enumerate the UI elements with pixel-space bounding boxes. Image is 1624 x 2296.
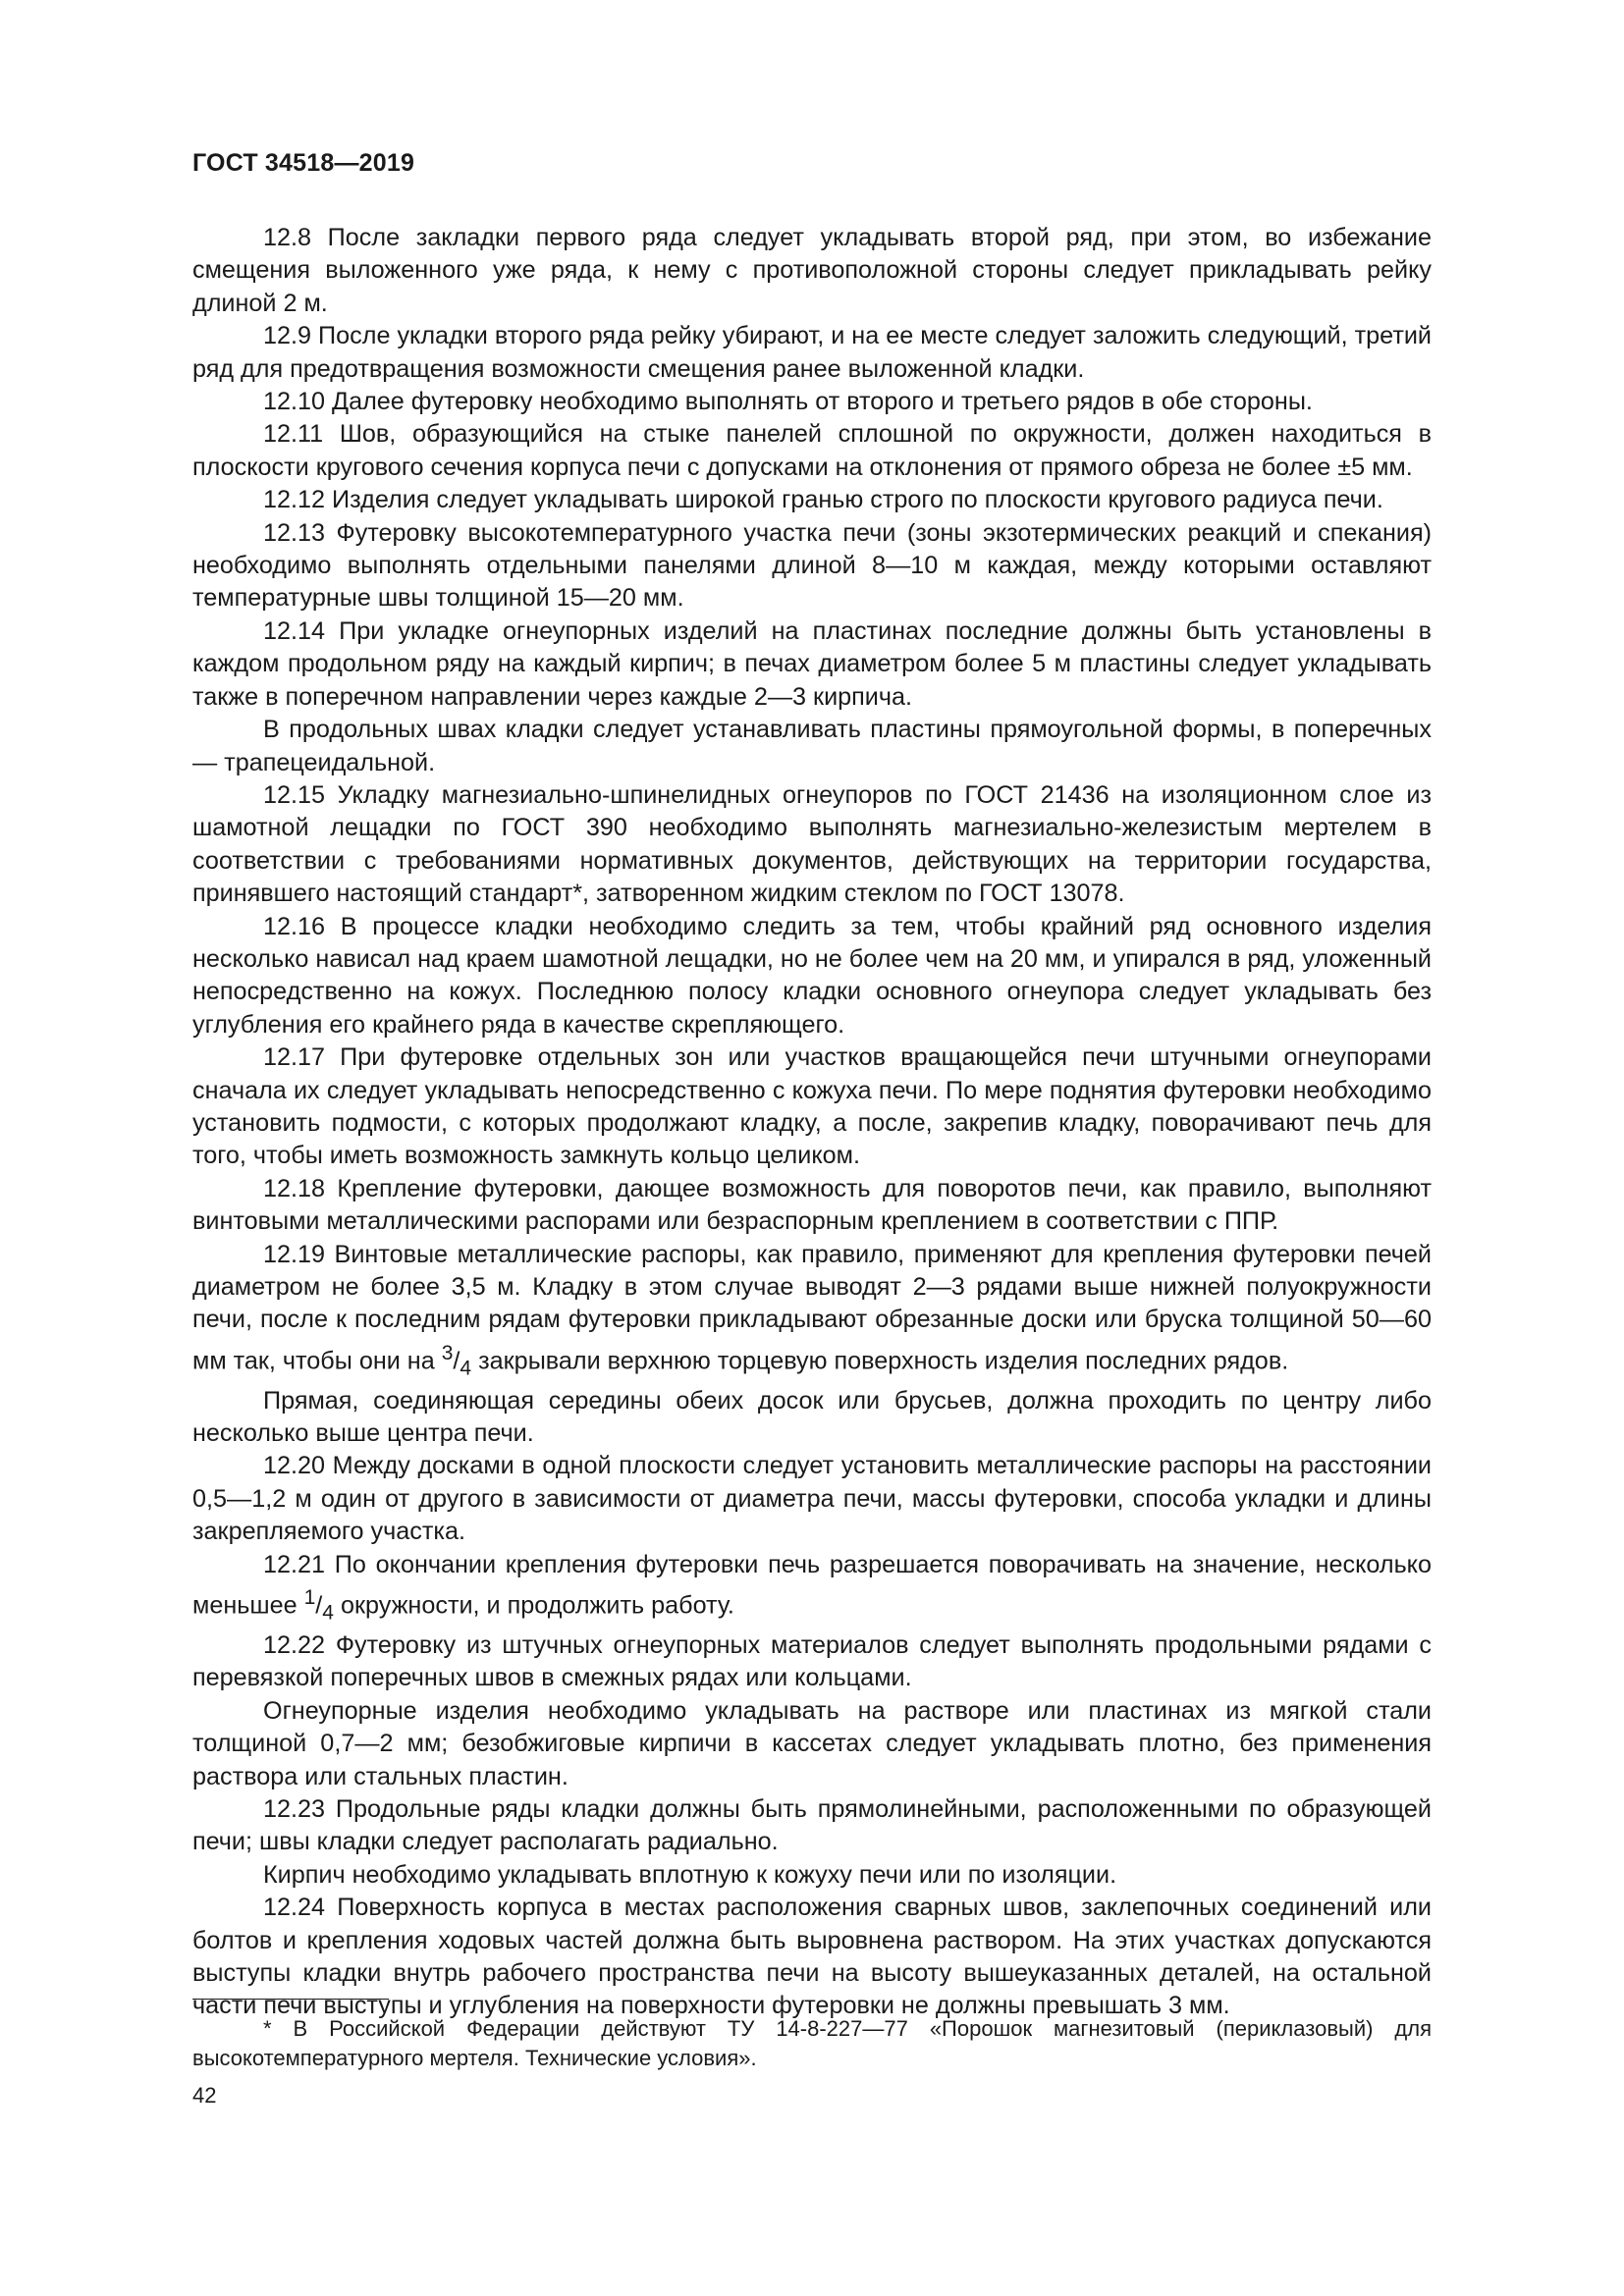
paragraph-12-13: 12.13 Футеровку высокотемпературного участка печи (зоны экзотермических реакций и спекания) необходимо выполнять отдельными панелями длиной 8—10 м каждая, между которыми оставляют температурные швы толщиной 15—20 мм.: [192, 518, 1432, 613]
paragraph-12-15: 12.15 Укладку магнезиально-шпинелидных огнеупоров по ГОСТ 21436 на изоляционном слое из шамотной лещадки по ГОСТ 390 необходимо выполнять магнезиально-железистым мертелем в соответствии с требованиями нормативных документов, действующих на территории государства, принявшего настоящий стандарт*, затворенном жидким стеклом по ГОСТ 13078.: [192, 780, 1432, 908]
paragraph-12-12: 12.12 Изделия следует укладывать широкой гранью строго по плоскости кругового радиуса печи.: [263, 486, 1383, 514]
body-text: [192, 222, 1432, 2023]
fraction-denominator: 4: [322, 1601, 334, 1625]
fraction-numerator: 3: [441, 1341, 454, 1364]
document-header: ГОСТ 34518—2019: [192, 149, 415, 177]
paragraph-12-21-text-before: 12.21 По окончании крепления футеровки печь разрешается поворачивать на значение, несколько меньшее: [192, 1550, 1432, 1620]
paragraph-12-14: 12.14 При укладке огнеупорных изделий на пластинах последние должны быть установлены в каждом продольном ряду на каждый кирпич; в печах диаметром более 5 м пластины следует укладывать также в поперечном направлении через каждые 2—3 кирпича.: [192, 616, 1432, 711]
paragraph-12-22: 12.22 Футеровку из штучных огнеупорных материалов следует выполнять продольными рядами с перевязкой поперечных швов в смежных рядах или кольцами.: [192, 1630, 1432, 1692]
paragraph-12-19-text-before: 12.19 Винтовые металлические распоры, как правило, применяют для крепления футеровки печей диаметром не более 3,5 м. Кладку в этом случае выводят 2—3 рядами выше нижней полуокружности печи, после к последним рядам футеровки прикладывают обрезанные доски или бруска толщиной 50—60 мм так, чтобы они на: [192, 1240, 1432, 1375]
fraction-denominator: 4: [460, 1357, 472, 1380]
paragraph-12-19-cont: Прямая, соединяющая середины обеих досок или брусьев, должна проходить по центру либо несколько выше центра печи.: [192, 1386, 1432, 1448]
paragraph-12-23: 12.23 Продольные ряды кладки должны быть прямолинейными, расположенными по образующей печи; швы кладки следует располагать радиально.: [192, 1794, 1432, 1856]
paragraph-12-11: 12.11 Шов, образующийся на стыке панелей сплошной по окружности, должен находиться в плоскости кругового сечения корпуса печи с допусками на отклонения от прямого обреза не более ±5 мм.: [192, 420, 1432, 481]
paragraph-12-21: 12.21 По окончании крепления футеровки печь разрешается поворачивать на значение, несколько меньшее $^1/_4$ окружности, и продолжить работу.: [192, 1550, 1432, 1625]
paragraph-12-20: 12.20 Между досками в одной плоскости следует установить металлические распоры на расстоянии 0,5—1,2 м один от другого в зависимости от диаметра печи, массы футеровки, способа укладки и длины закрепляемого участка.: [192, 1452, 1432, 1546]
paragraph-12-8: 12.8 После закладки первого ряда следует укладывать второй ряд, при этом, во избежание смещения выложенного уже ряда, к нему с противоположной стороны следует прикладывать рейку длиной 2 м.: [192, 224, 1432, 317]
paragraph-12-19: 12.19 Винтовые металлические распоры, как правило, применяют для крепления футеровки печей диаметром не более 3,5 м. Кладку в этом случае выводят 2—3 рядами выше нижней полуокружности печи, после к последним рядам футеровки прикладывают обрезанные доски или бруска толщиной 50—60 мм так, чтобы они на $^3/_4$ закрывали верхнюю торцевую поверхность изделия последних рядов.: [192, 1240, 1432, 1380]
paragraph-12-17: 12.17 При футеровке отдельных зон или участков вращающейся печи штучными огнеупорами сначала их следует укладывать непосредственно с кожуха печи. По мере поднятия футеровки необходимо установить подмости, с которых продолжают кладку, а после, закрепив кладку, поворачивают печь для того, чтобы иметь возможность замкнуть кольцо целиком.: [192, 1043, 1432, 1170]
footnote-text: * В Российской Федерации действуют ТУ 14-8-227—77 «Порошок магнезитовый (периклазовый) для высокотемпературного мертеля. Технические условия».: [192, 2016, 1432, 2070]
paragraph-12-14-cont: В продольных швах кладки следует устанавливать пластины прямоугольной формы, в поперечных — трапецеидальной.: [192, 716, 1432, 776]
paragraph-12-16: 12.16 В процессе кладки необходимо следить за тем, чтобы крайний ряд основного изделия несколько нависал над краем шамотной лещадки, но не более чем на 20 мм, и упирался в ряд, уложенный непосредственно на кожух. Последнюю полосу кладки основного огнеупора следует укладывать без углубления его крайнего ряда в качестве скрепляющего.: [192, 912, 1432, 1039]
paragraph-12-22-cont: Огнеупорные изделия необходимо укладывать на растворе или пластинах из мягкой стали толщиной 0,7—2 мм; безобжиговые кирпичи в кассетах следует укладывать плотно, без применения раствора или стальных пластин.: [192, 1696, 1432, 1790]
paragraph-12-10: 12.10 Далее футеровку необходимо выполнять от второго и третьего рядов в обе стороны.: [263, 388, 1313, 416]
paragraph-12-21-text-after: окружности, и продолжить работу.: [333, 1591, 734, 1620]
paragraph-12-19-text-after: закрывали верхнюю торцевую поверхность изделия последних рядов.: [471, 1347, 1289, 1375]
paragraph-12-9: 12.9 После укладки второго ряда рейку убирают, и на ее месте следует заложить следующий, третий ряд для предотвращения возможности смещения ранее выложенной кладки.: [192, 322, 1432, 383]
paragraph-12-24: 12.24 Поверхность корпуса в местах расположения сварных швов, заклепочных соединений или болтов и крепления ходовых частей должна быть выровнена раствором. На этих участках допускаются выступы кладки внутрь рабочего пространства печи на высоту вышеуказанных деталей, на остальной части печи выступы и углубления на поверхности футеровки не должны превышать 3 мм.: [192, 1894, 1432, 2020]
fraction-numerator: 1: [303, 1586, 316, 1610]
paragraph-12-23-cont: Кирпич необходимо укладывать вплотную к кожуху печи или по изоляции.: [263, 1860, 1117, 1889]
page-number: 42: [192, 2083, 217, 2108]
footnote-divider: [192, 1999, 389, 2000]
footnote: [192, 2014, 1432, 2073]
paragraph-12-18: 12.18 Крепление футеровки, дающее возможность для поворотов печи, как правило, выполняют винтовыми металлическими распорами или безраспорным креплением в соответствии с ППР.: [192, 1174, 1432, 1236]
